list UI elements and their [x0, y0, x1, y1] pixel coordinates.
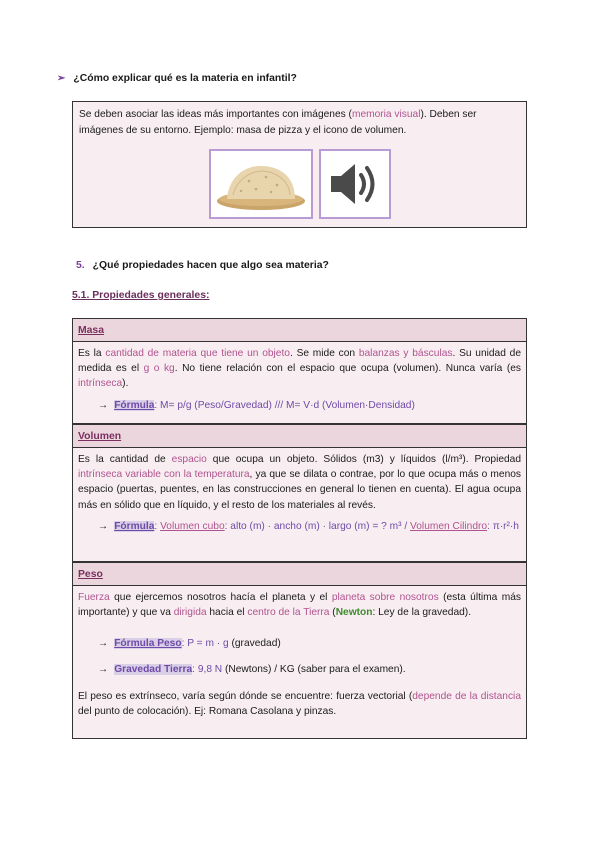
masa-header — [72, 318, 527, 342]
right-arrow-icon: → — [98, 638, 109, 650]
volumen-title: Volumen — [78, 430, 122, 442]
box-text: Se deben asociar las ideas más importantes con imágenes ( — [79, 109, 352, 120]
peso-title: Peso — [78, 568, 103, 580]
peso-paragraph: Fuerza que ejercemos nosotros hacía el planeta y el planeta sobre nosotros (esta última más importante) y que va dirigida hacia el centro de la Tierra (Newton: Ley de la gravedad). — [78, 592, 521, 619]
right-arrow-icon: → — [98, 399, 109, 411]
question-heading-1 — [57, 73, 297, 84]
box-text-end: ). Deben ser imágenes de su entorno. Ejemplo: masa de pizza y el icono de volumen. — [79, 109, 477, 136]
masa-paragraph: Es la cantidad de materia que tiene un objeto. Se mide con balanzas y básculas. Su unidad de medida es el g o kg. No tiene relación con el espacio que ocupa (volumen). Nunca varía (es intrínseca). — [78, 348, 521, 390]
right-arrow-icon: → — [98, 520, 109, 532]
question-1-text: ¿Cómo explicar qué es la materia en infantil? — [73, 73, 297, 84]
masa-formula: → Fórmula: M= p/g (Peso/Gravedad) /// M= V·d (Volumen·Densidad) — [98, 399, 415, 411]
volumen-paragraph: Es la cantidad de espacio que ocupa un objeto. Sólidos (m3) y líquidos (l/m³). Propiedad intrínseca variable con la temperatura, ya que se dilata o contrae, por lo que ocupa más o menos espacio (puertas, puentes, en las construcciones en general lo tienen en cuenta). El agua ocupa más en sólido que en líquido, y el resto de los materiales al revés. — [78, 454, 521, 511]
volumen-header — [72, 424, 527, 448]
peso-gravedad: → Gravedad Tierra: 9,8 N (Newtons) / KG (saber para el examen). — [98, 663, 406, 675]
masa-body — [72, 342, 527, 424]
question-heading-5 — [76, 260, 329, 271]
question-5-text: ¿Qué propiedades hacen que algo sea materia? — [92, 260, 329, 271]
peso-header — [72, 562, 527, 586]
explanation-box — [72, 101, 527, 228]
section-heading: 5.1. Propiedades generales: — [72, 290, 210, 301]
question-number: 5. — [76, 260, 85, 271]
right-arrow-icon: → — [98, 663, 109, 675]
peso-formula: → Fórmula Peso: P = m · g (gravedad) — [98, 638, 281, 650]
masa-title: Masa — [78, 324, 104, 336]
peso-body — [72, 586, 527, 739]
volumen-body — [72, 448, 527, 562]
arrow-bullet-icon: ➢ — [57, 73, 66, 84]
speaker-volume-icon — [319, 149, 391, 219]
peso-paragraph-2: El peso es extrínseco, varía según dónde se encuentre: fuerza vectorial (depende de la distancia del punto de colocación). Ej: Romana Casolana y pinzas. — [78, 690, 521, 718]
box-highlight: memoria visual — [351, 109, 421, 120]
bread-dough-image — [209, 149, 313, 219]
volumen-formula: → Fórmula: Volumen cubo: alto (m) · ancho (m) · largo (m) = ? m³ / Volumen Cilindro: π·r²·h — [98, 520, 519, 532]
